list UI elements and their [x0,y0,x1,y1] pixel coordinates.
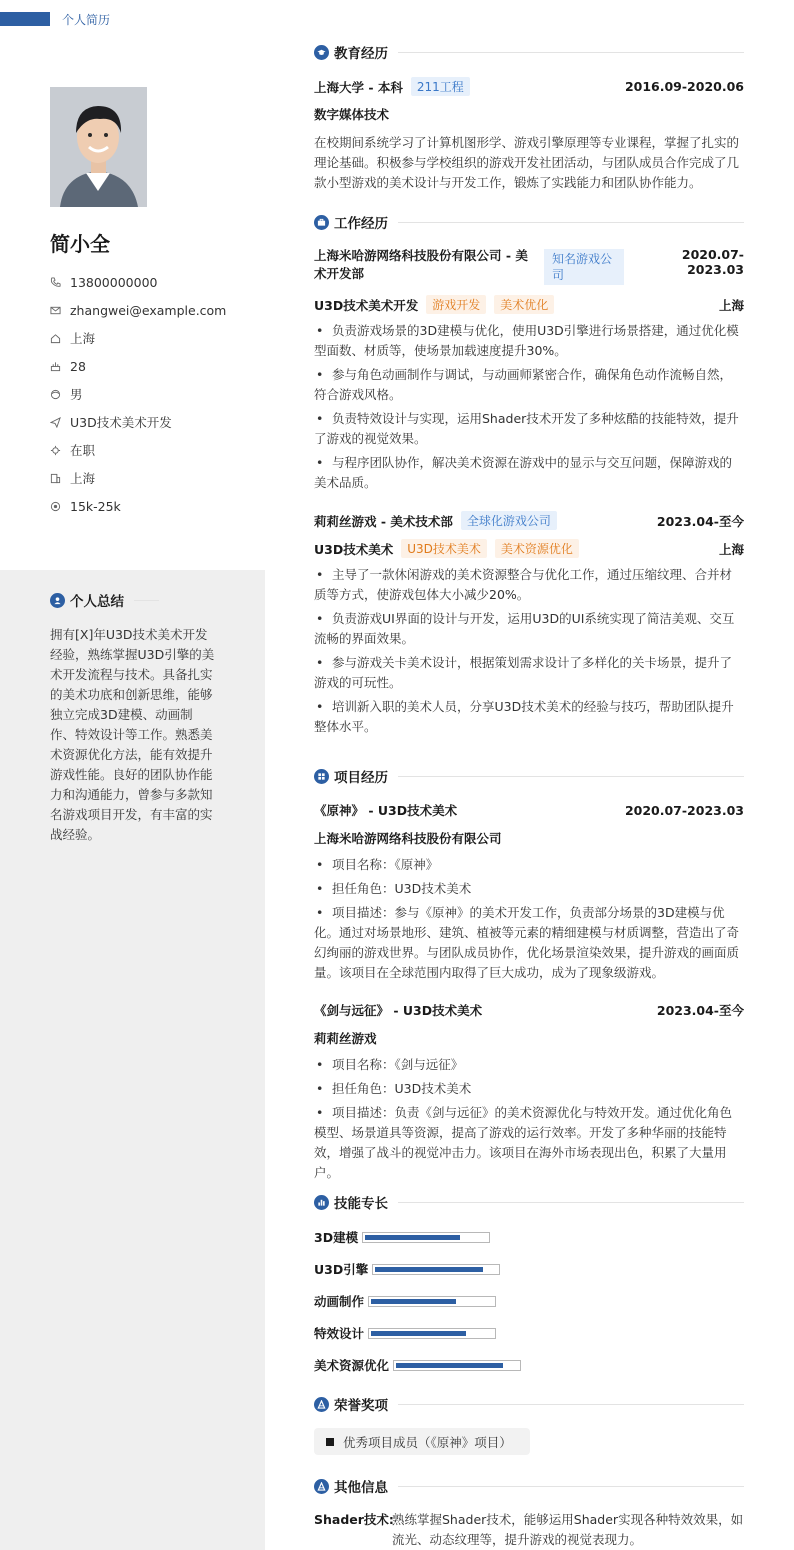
contact-info-list [50,268,226,520]
skill-bar [368,1296,496,1307]
home-icon [50,333,70,344]
company-tag: 全球化游戏公司 [461,511,557,530]
skills-heading: 技能专长 [314,1192,744,1212]
gender-icon [50,389,70,400]
page-title: 个人简历 [62,13,111,27]
divider [398,222,744,223]
project-company: 莉莉丝游戏 [314,1031,377,1046]
list-item: • 项目描述：负责《剑与远征》的美术资源优化与特效开发。通过优化角色模型、场景道具等资源，提高了游戏的运行效率。开发了多种华丽的技能特效，增强了战斗的视觉冲击力。该项目在海外市场表现出色，积累了大量用户。 [314,1105,733,1180]
building-icon [50,473,70,484]
info-location: 上海 [50,324,226,352]
other-heading: 其他信息 [314,1476,744,1496]
project-date: 2023.04-至今 [656,1003,744,1018]
education-major: 数字媒体技术 [314,107,390,122]
project-date: 2020.07-2023.03 [624,802,744,818]
phone-icon [50,277,70,288]
skill-bar-fill [365,1235,460,1240]
job-city: 上海 [718,297,744,313]
avatar [50,87,147,207]
list-item: • 参与角色动画制作与调试，与动画师紧密合作，确保角色动作流畅自然，符合游戏风格。 [314,367,733,402]
other-label: Shader技术: [314,1512,394,1527]
list-item: • 参与游戏关卡美术设计，根据策划需求设计了多样化的关卡场景，提升了游戏的可玩性。 [314,655,733,690]
list-item: • 主导了一款休闲游戏的美术资源整合与优化工作，通过压缩纹理、合并材质等方式，使游戏包体大小减少20%。 [314,567,733,602]
summary-text: 拥有[X]年U3D技术美术开发经验，熟练掌握U3D引擎的美术开发流程与技术。具备扎实的美术功底和创新思维，能够独立完成3D建模、动画制作、特效设计等工作。熟悉美术资源优化方法，能有效提升游戏性能。良好的团队协作能力和沟通能力，曾参与多款知名游戏项目开发，有丰富的实战经验。 [50,627,215,842]
divider [398,1202,744,1203]
role-tag: 美术资源优化 [495,539,579,558]
square-bullet-icon [326,1438,334,1446]
header-accent-bar [0,12,50,26]
work-heading: 工作经历 [314,212,744,232]
summary-heading: 个人总结 [50,590,260,610]
info-email: zhangwei@example.com [50,296,226,324]
job-company: 莉莉丝游戏 - 美术技术部 [314,513,453,529]
skill-bar [372,1264,500,1275]
list-item: • 负责游戏场景的3D建模与优化，使用U3D引擎进行场景搭建，通过优化模型面数、材质等，使场景加载速度提升30%。 [314,323,739,358]
list-item: • 项目描述：参与《原神》的美术开发工作，负责部分场景的3D建模与优化。通过对场景地形、建筑、植被等元素的精细建模与材质调整，营造出了奇幻绚丽的游戏世界。与团队成员协作，优化场景渲染效果，提升游戏的画面质量。该项目在全球范围内取得了巨大成功，成为了现象级游戏。 [314,905,740,980]
school-tag: 211工程 [411,77,470,96]
info-status: 在职 [50,436,226,464]
skill-bar [368,1328,496,1339]
list-item: • 负责游戏UI界面的设计与开发，运用U3D的UI系统实现了简洁美观、交互流畅的界面效果。 [314,611,735,646]
skill-bar-fill [396,1363,503,1368]
skill-bar [362,1232,490,1243]
status-icon [50,445,70,456]
list-item: • 与程序团队协作，解决美术资源在游戏中的显示与交互问题，保障游戏的美术品质。 [314,455,733,490]
role-tag: 美术优化 [494,295,554,314]
skill-bar-fill [371,1299,456,1304]
divider [398,1404,744,1405]
info-salary: 15k-25k [50,492,226,520]
profile-name: 简小全 [50,232,110,256]
divider [398,52,744,53]
project-name: 《原神》 - U3D技术美术 [314,803,458,818]
job-date: 2023.04-至今 [656,513,744,529]
project-name: 《剑与远征》 - U3D技术美术 [314,1003,483,1018]
divider [398,776,744,777]
school-name: 上海大学 - 本科 [314,79,403,95]
education-heading: 教育经历 [314,42,744,62]
list-item: • 培训新入职的美术人员，分享U3D技术美术的经验与技巧，帮助团队提升整体水平。 [314,699,734,734]
other-text: 熟练掌握Shader技术，能够运用Shader实现各种特效效果，如流光、动态纹理等，提升游戏的视觉表现力。 [392,1512,744,1547]
job-role-row [314,539,744,558]
projects-heading: 项目经历 [314,766,744,786]
salary-icon [50,501,70,512]
role-tag: U3D技术美术 [401,539,487,558]
info-job-target: U3D技术美术开发 [50,408,226,436]
info-phone: 13800000000 [50,268,226,296]
list-item: • 担任角色：U3D技术美术 [316,1081,472,1096]
job-city: 上海 [718,541,744,557]
divider [398,1486,744,1487]
skill-item: 动画制作 [314,1292,496,1310]
skill-item: U3D引擎 [314,1260,500,1278]
info-age: 28 [50,352,226,380]
role-tag: 游戏开发 [426,295,486,314]
award-icon [314,1397,329,1412]
skill-bar-fill [375,1267,482,1272]
grid-icon [314,769,329,784]
age-icon [50,361,70,372]
project-header-row [314,801,744,819]
briefcase-icon [314,215,329,230]
list-item: • 项目名称：《剑与远征》 [316,1057,464,1072]
bar-chart-icon [314,1195,329,1210]
project-header-row [314,1001,744,1019]
job-company: 上海米哈游网络科技股份有限公司 - 美术开发部 [314,248,528,281]
skill-bar-fill [371,1331,466,1336]
skill-bar [393,1360,521,1371]
list-item: • 项目名称：《原神》 [316,857,439,872]
skill-item: 3D建模 [314,1228,490,1246]
send-icon [50,417,70,428]
job-role: U3D技术美术 [314,541,394,557]
honors-heading: 荣誉奖项 [314,1394,744,1414]
job-role-row [314,295,744,314]
company-tag: 知名游戏公司 [544,249,624,285]
skill-item: 美术资源优化 [314,1356,521,1374]
job-date: 2020.07-2023.03 [681,247,744,277]
job-header-row [314,511,744,530]
list-item: • 担任角色：U3D技术美术 [316,881,472,896]
education-date: 2016.09-2020.06 [624,79,744,94]
info-city: 上海 [50,464,226,492]
mail-icon [50,305,70,316]
graduation-cap-icon [314,45,329,60]
job-role: U3D技术美术开发 [314,297,419,313]
divider [134,600,159,601]
education-row [314,77,744,96]
award-icon [314,1479,329,1494]
user-icon [50,593,65,608]
skill-item: 特效设计 [314,1324,496,1342]
info-gender: 男 [50,380,226,408]
project-company: 上海米哈游网络科技股份有限公司 [314,831,502,846]
list-item: • 负责特效设计与实现，运用Shader技术开发了多种炫酷的技能特效，提升了游戏的视觉效果。 [314,411,739,446]
education-description: 在校期间系统学习了计算机图形学、游戏引擎原理等专业课程，掌握了扎实的理论基础。积极参与学校组织的游戏开发社团活动，与团队成员合作完成了几款小型游戏的美术设计与开发工作，锻炼了实践能力和团队协作能力。 [314,135,740,190]
award-chip: 优秀项目成员（《原神》项目） [314,1428,530,1455]
